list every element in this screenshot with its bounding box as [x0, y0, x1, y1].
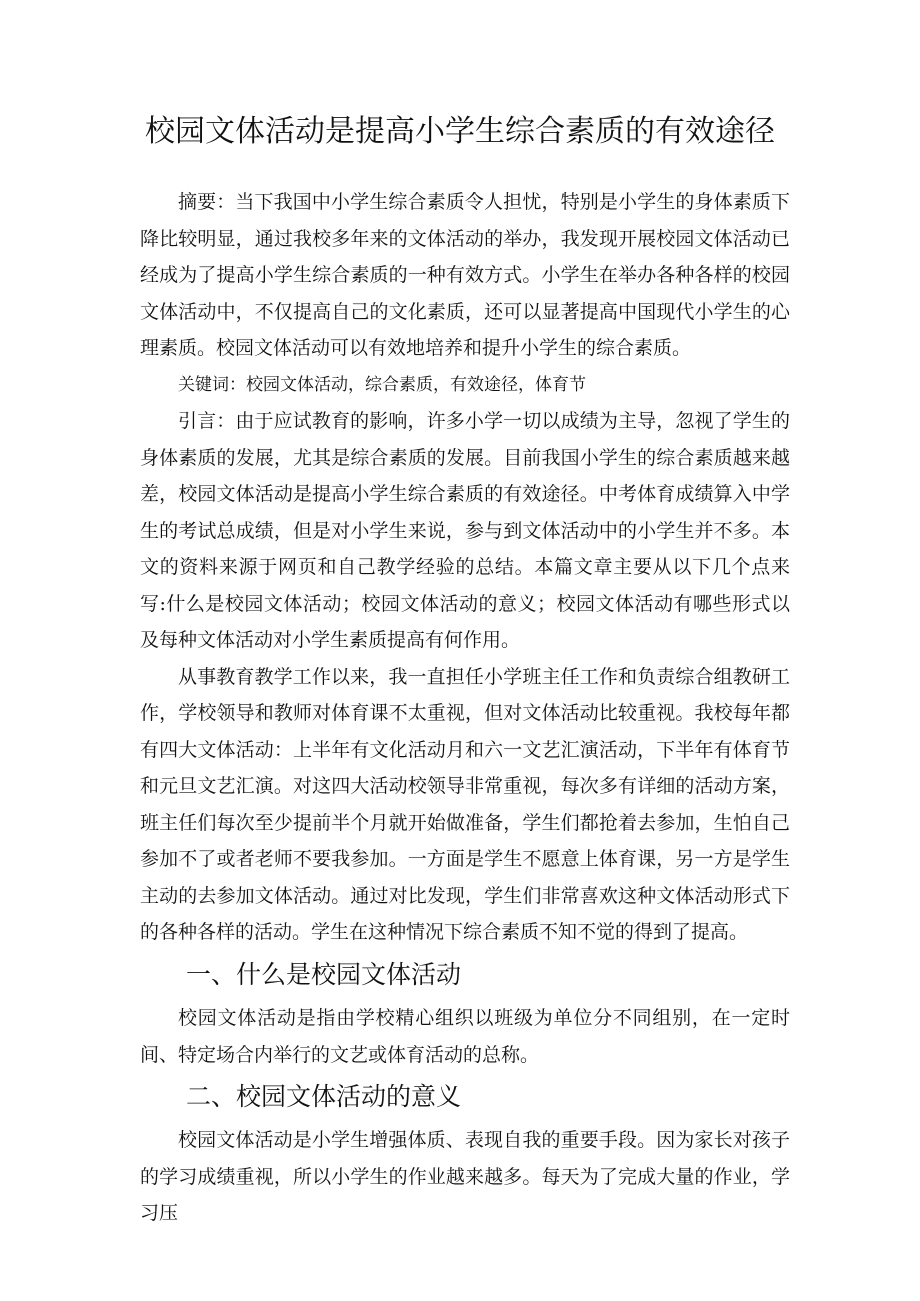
section-1-paragraph: 校园文体活动是指由学校精心组织以班级为单位分不同组别，在一定时间、特定场合内举行的文艺或体育活动的总称。	[140, 1007, 790, 1066]
front-matter	[140, 184, 790, 951]
introduction-paragraph: 引言：由于应试教育的影响，许多小学一切以成绩为主导，忽视了学生的身体素质的发展，尤其是综合素质的发展。目前我国小学生的综合素质越来越差，校园文体活动是提高小学生综合素质的有效途径。中考体育成绩算入中学生的考试总成绩，但是对小学生来说，参与到文体活动中的小学生并不多。本文的资料来源于网页和自己教学经验的总结。本篇文章主要从以下几个点来写:什么是校园文体活动；校园文体活动的意义；校园文体活动有哪些形式以及每种文体活动对小学生素质提高有何作用。	[140, 410, 790, 651]
document-title: 校园文体活动是提高小学生综合素质的有效途径	[145, 114, 775, 149]
keywords-paragraph: 关键词：校园文体活动，综合素质，有效途径，体育节	[178, 374, 586, 395]
section-2-paragraph: 校园文体活动是小学生增强体质、表现自我的重要手段。因为家长对孩子的学习成绩重视，所以小学生的作业越来越多。每天为了完成大量的作业，学习压	[140, 1129, 790, 1224]
section-heading-1: 一、什么是校园文体活动	[186, 960, 462, 989]
body-paragraph: 从事教育教学工作以来，我一直担任小学班主任工作和负责综合组教研工作，学校领导和教师对体育课不太重视，但对文体活动比较重视。我校每年都有四大文体活动：上半年有文化活动月和六一文艺汇演活动，下半年有体育节和元旦文艺汇演。对这四大活动校领导非常重视，每次多有详细的活动方案，班主任们每次至少提前半个月就开始做准备，学生们都抢着去参加，生怕自己参加不了或者老师不要我参加。一方面是学生不愿意上体育课，另一方是学生主动的去参加文体活动。通过对比发现，学生们非常喜欢这种文体活动形式下的各种各样的活动。学生在这种情况下综合素质不知不觉的得到了提高。	[140, 665, 790, 943]
section-heading-2: 二、校园文体活动的意义	[186, 1082, 462, 1111]
section-2-body	[140, 1122, 790, 1232]
abstract-paragraph: 摘要：当下我国中小学生综合素质令人担忧，特别是小学生的身体素质下降比较明显，通过我校多年来的文体活动的举办，我发现开展校园文体活动已经成为了提高小学生综合素质的一种有效方式。小学生在举办各种各样的校园文体活动中，不仅提高自己的文化素质，还可以显著提高中国现代小学生的心理素质。校园文体活动可以有效地培养和提升小学生的综合素质。	[140, 191, 790, 359]
section-1-body	[140, 1000, 790, 1073]
